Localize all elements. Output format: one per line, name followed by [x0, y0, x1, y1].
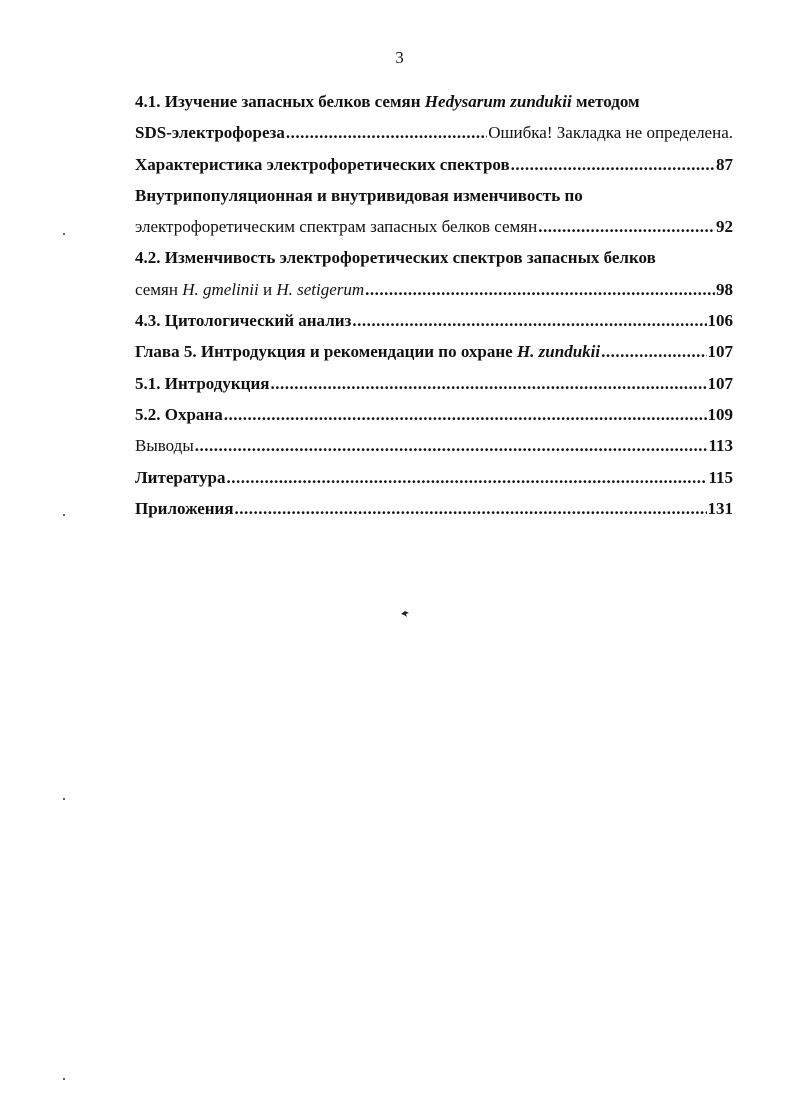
- toc-page-number: 92: [716, 217, 733, 237]
- toc-entry-5-1[interactable]: [135, 368, 733, 399]
- toc-text: 4.1. Изучение запасных белков семян: [135, 92, 425, 111]
- toc-text: методом: [571, 92, 640, 111]
- toc-page-number: 131: [707, 498, 733, 518]
- toc-page-number: 98: [716, 279, 733, 299]
- leader-dots: [352, 305, 706, 336]
- toc-entry-5-2[interactable]: [135, 399, 733, 430]
- toc-italic-text: H. gmelinii: [182, 279, 259, 299]
- table-of-contents: [135, 86, 733, 524]
- toc-entry-conclusions[interactable]: [135, 430, 733, 461]
- toc-entry-variability-line2[interactable]: [135, 211, 733, 242]
- toc-page-number: 106: [707, 311, 733, 331]
- toc-entry-4-1-line1: [135, 86, 733, 117]
- leader-dots: [270, 368, 706, 399]
- toc-entry-4-3[interactable]: [135, 305, 733, 336]
- toc-text: Приложения: [135, 498, 234, 518]
- toc-text: [135, 274, 364, 305]
- toc-page-number: 113: [708, 436, 733, 456]
- scan-speck: [63, 514, 65, 516]
- scan-speck: [63, 233, 65, 235]
- toc-entry-4-2-line1: [135, 242, 733, 273]
- toc-entry-literature[interactable]: [135, 462, 733, 493]
- toc-text: и: [258, 279, 277, 299]
- toc-page-number: 115: [708, 467, 733, 487]
- toc-page-number: 107: [707, 373, 733, 393]
- toc-page-number: 87: [716, 154, 733, 174]
- toc-entry-characteristics[interactable]: [135, 149, 733, 180]
- leader-dots: [195, 430, 708, 461]
- toc-italic-text: Hedysarum zundukii: [424, 92, 572, 111]
- toc-text: 4.2. Изменчивость электрофоретических спектров запасных белков: [135, 248, 656, 268]
- toc-text: Внутрипопуляционная и внутривидовая изменчивость по: [135, 185, 583, 205]
- leader-dots: [235, 493, 707, 524]
- toc-text: 5.1. Интродукция: [135, 373, 270, 393]
- toc-text: Литература: [135, 467, 226, 487]
- toc-entry-appendix[interactable]: [135, 493, 733, 524]
- toc-text: семян: [135, 279, 183, 299]
- toc-text: SDS-электрофореза: [135, 123, 285, 143]
- toc-entry-4-1-line2[interactable]: [135, 117, 733, 148]
- toc-entry-variability-line1: [135, 180, 733, 211]
- leader-dots: [224, 399, 707, 430]
- leader-dots: [601, 336, 706, 367]
- toc-text: Выводы: [135, 436, 194, 456]
- leader-dots: [286, 117, 487, 148]
- scan-speck: [63, 1078, 65, 1080]
- toc-entry-chapter-5[interactable]: [135, 336, 733, 367]
- toc-italic-text: H. setigerum: [276, 279, 365, 299]
- toc-text: Глава 5. Интродукция и рекомендации по охране: [135, 342, 517, 362]
- stray-mark-icon: [401, 611, 409, 617]
- leader-dots: [538, 211, 715, 242]
- leader-dots: [365, 274, 715, 305]
- toc-entry-4-2-line2[interactable]: [135, 274, 733, 305]
- toc-page-number: 109: [707, 404, 733, 424]
- toc-text: [135, 336, 600, 367]
- toc-text: электрофоретическим спектрам запасных белков семян: [135, 217, 538, 237]
- leader-dots: [511, 149, 715, 180]
- toc-italic-text: H. zundukii: [516, 342, 601, 362]
- toc-text: Характеристика электрофоретических спектров: [135, 154, 510, 174]
- toc-page-error: Ошибка! Закладка не определена.: [488, 123, 733, 143]
- toc-text: 5.2. Охрана: [135, 404, 223, 424]
- leader-dots: [226, 462, 707, 493]
- toc-page-number: 107: [707, 342, 733, 362]
- page-number: 3: [395, 48, 404, 67]
- scan-speck: [63, 798, 65, 800]
- toc-text: 4.3. Цитологический анализ: [135, 311, 352, 331]
